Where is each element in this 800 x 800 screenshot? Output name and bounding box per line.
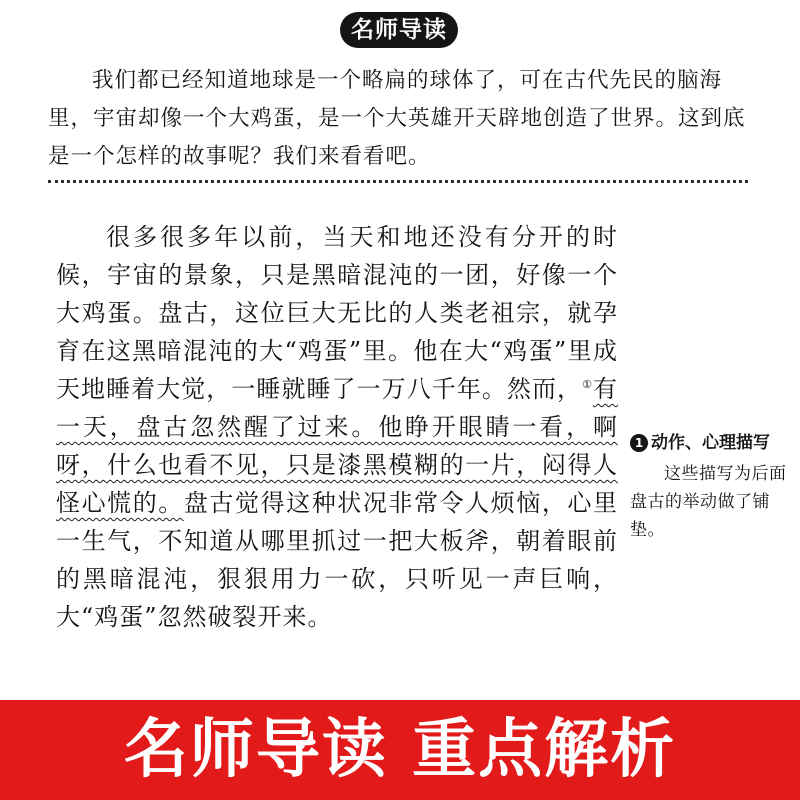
promo-banner: 名师导读 重点解析 (0, 700, 800, 800)
annotation-title-text: 动作、心理描写 (651, 433, 770, 453)
story-highlighted-text: 有一天，盘古忽然醒了过来。他睁开眼睛一看，啊呀，什么也看不见，只是漆黑模糊的一片，闷得人怪心慌的。 (56, 375, 618, 517)
guide-badge: 名师导读 (340, 12, 458, 48)
story-text-part1: 很多很多年以前，当天和地还没有分开的时候，宇宙的景象，只是黑暗混沌的一团，好像一个大鸡蛋。盘古，这位巨大无比的人类老祖宗，就孕育在这黑暗混沌的大“鸡蛋”里。他在大“鸡蛋”里成天地睡着大觉，一睡就睡了一万八千年。然而， (56, 223, 618, 403)
annotation-number-icon: 1 (630, 434, 648, 452)
note-marker: ① (582, 378, 593, 391)
intro-paragraph: 我们都已经知道地球是一个略扁的球体了，可在古代先民的脑海里，宇宙却像一个大鸡蛋，是一个大英雄开天辟地创造了世界。这到底是一个怎样的故事呢？我们来看看吧。 (48, 68, 746, 169)
story-text-part2: 盘古觉得这种状况非常令人烦恼，心里一生气，不知道从哪里抓过一把大板斧，朝着眼前的黑暗混沌，狠狠用力一砍，只听见一声巨响，大“鸡蛋”忽然破裂开来。 (56, 489, 619, 631)
annotation-body: 这些描写为后面盘古的举动做了铺垫。 (630, 464, 787, 540)
story-paragraph (56, 218, 618, 636)
side-annotation (630, 430, 795, 544)
annotation-title (630, 430, 795, 456)
dotted-divider (48, 180, 748, 183)
